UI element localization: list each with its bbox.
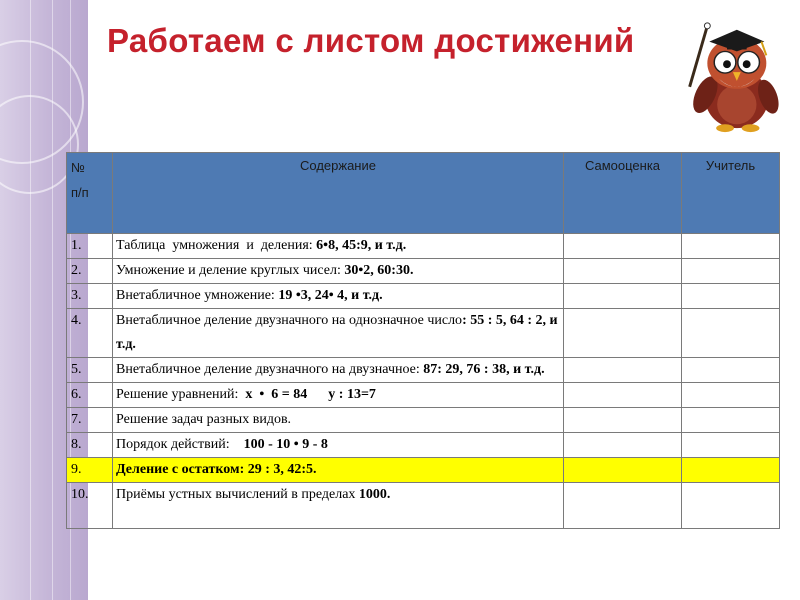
row-number: 9.: [67, 458, 113, 483]
teacher-cell[interactable]: [682, 383, 780, 408]
row-content: [113, 383, 564, 408]
row-content: [113, 284, 564, 309]
table-row: [67, 309, 780, 358]
row-number: 10.: [67, 483, 113, 529]
row-number: 3.: [67, 284, 113, 309]
row-number: 4.: [67, 309, 113, 358]
teacher-cell[interactable]: [682, 483, 780, 529]
self-assessment-cell[interactable]: [564, 309, 682, 358]
table-row: [67, 433, 780, 458]
row-content: [113, 408, 564, 433]
teacher-cell[interactable]: [682, 458, 780, 483]
row-example: 100 - 10 • 9 - 8: [243, 437, 328, 452]
teacher-cell[interactable]: [682, 284, 780, 309]
row-number: 7.: [67, 408, 113, 433]
row-text: Приёмы устных вычислений в пределах: [116, 487, 359, 502]
row-text: Порядок действий:: [116, 437, 244, 452]
row-content: [113, 358, 564, 383]
row-example: Деление с остатком: 29 : 3, 42:5.: [116, 462, 317, 477]
self-assessment-cell[interactable]: [564, 358, 682, 383]
row-text: Таблица умножения и деления:: [116, 238, 317, 253]
table-row: [67, 458, 780, 483]
row-text: Решение задач разных видов.: [116, 412, 292, 427]
row-text: Умножение и деление круглых чисел:: [116, 263, 345, 278]
row-example: х • 6 = 84 у : 13=7: [245, 387, 376, 402]
row-number: 8.: [67, 433, 113, 458]
row-text: Внетабличное умножение:: [116, 288, 279, 303]
row-content: [113, 433, 564, 458]
row-example: 6•8, 45:9, и т.д.: [316, 238, 407, 253]
owl-professor-icon: [668, 18, 786, 136]
self-assessment-cell[interactable]: [564, 408, 682, 433]
header-teacher: Учитель: [682, 153, 780, 234]
row-number: 5.: [67, 358, 113, 383]
table-row: [67, 483, 780, 529]
self-assessment-cell[interactable]: [564, 234, 682, 259]
self-assessment-cell[interactable]: [564, 383, 682, 408]
row-content: [113, 483, 564, 529]
teacher-cell[interactable]: [682, 358, 780, 383]
row-content: [113, 234, 564, 259]
table-row: [67, 284, 780, 309]
row-example: : 55 : 5, 64 : 2, и т.д.: [116, 313, 562, 352]
achievements-table: [66, 152, 780, 529]
row-number: 1.: [67, 234, 113, 259]
header-self-assessment: Самооценка: [564, 153, 682, 234]
row-number: 6.: [67, 383, 113, 408]
table-row: [67, 358, 780, 383]
table-row: [67, 383, 780, 408]
row-number: 2.: [67, 259, 113, 284]
row-example: 19 •3, 24• 4, и т.д.: [278, 288, 383, 303]
row-content: [113, 259, 564, 284]
row-text: Решение уравнений:: [116, 387, 246, 402]
teacher-cell[interactable]: [682, 259, 780, 284]
row-text: Внетабличное деление двузначного на однозначное число: [116, 313, 463, 328]
self-assessment-cell[interactable]: [564, 483, 682, 529]
table-row: [67, 259, 780, 284]
row-content: [113, 309, 564, 358]
header-content: Содержание: [113, 153, 564, 234]
row-example: 87: 29, 76 : 38, и т.д.: [423, 362, 545, 377]
teacher-cell[interactable]: [682, 433, 780, 458]
teacher-cell[interactable]: [682, 408, 780, 433]
self-assessment-cell[interactable]: [564, 433, 682, 458]
table-header-row: [67, 153, 780, 234]
self-assessment-cell[interactable]: [564, 259, 682, 284]
row-example: 30•2, 60:30.: [344, 263, 414, 278]
self-assessment-cell[interactable]: [564, 284, 682, 309]
teacher-cell[interactable]: [682, 234, 780, 259]
row-example: 1000.: [358, 487, 391, 502]
header-number: № п/п: [67, 153, 113, 234]
page-title: Работаем с листом достижений: [107, 22, 635, 59]
row-content: [113, 458, 564, 483]
self-assessment-cell[interactable]: [564, 458, 682, 483]
row-text: Внетабличное деление двузначного на двузначное:: [116, 362, 424, 377]
table-row: [67, 234, 780, 259]
table-row: [67, 408, 780, 433]
teacher-cell[interactable]: [682, 309, 780, 358]
